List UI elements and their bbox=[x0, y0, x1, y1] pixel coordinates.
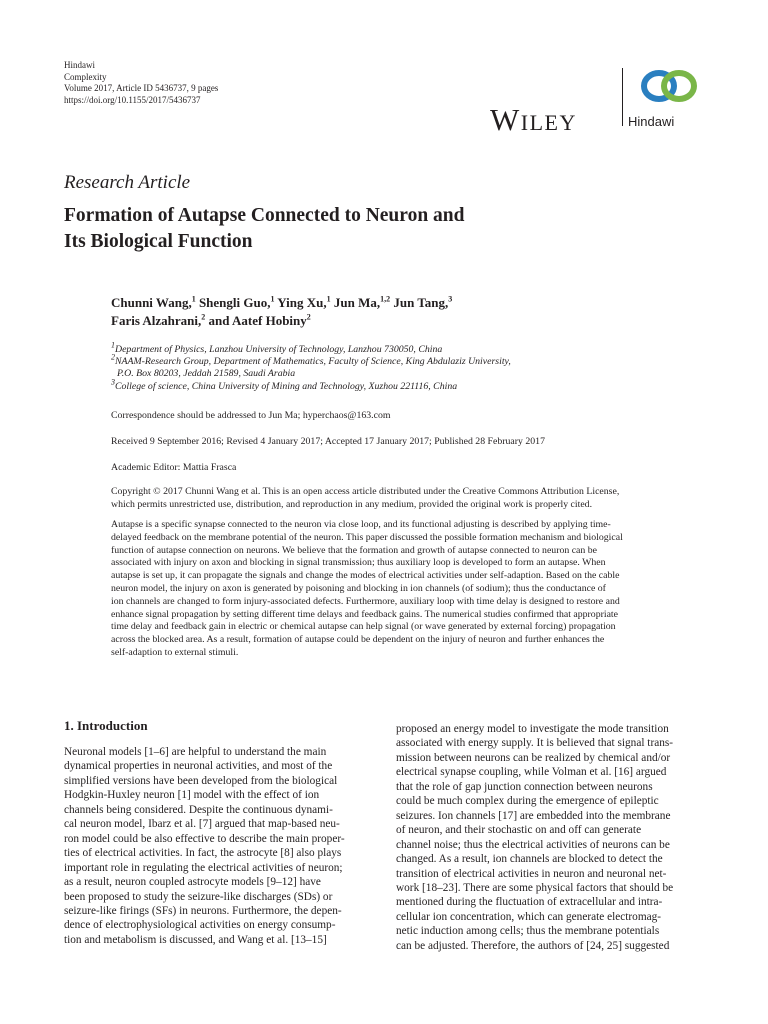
abstract-line: function of autapse connection on neurons. We believe that the formation and growth of autapse connected to neuron can be bbox=[111, 544, 597, 556]
correspondence: Correspondence should be addressed to Jun Ma; hyperchaos@163.com bbox=[111, 410, 391, 421]
body-line: cal neuron model, Ibarz et al. [7] argued that map-based neu- bbox=[64, 818, 340, 831]
affiliation-marker: 1 bbox=[191, 294, 196, 304]
author-name: Chunni Wang, bbox=[111, 295, 192, 310]
affiliation-marker: 1 bbox=[270, 294, 275, 304]
affiliation-text: NAAM-Research Group, Department of Mathematics, Faculty of Science, King Abdulaziz University, bbox=[115, 356, 511, 368]
abstract-line: enhance signal propagation by setting different time delays and feedback gains. The numerical studies confirmed that appropriate bbox=[111, 608, 618, 620]
affiliation-text: Department of Physics, Lanzhou University of Technology, Lanzhou 730050, China bbox=[115, 344, 443, 355]
title-line: Formation of Autapse Connected to Neuron and bbox=[64, 205, 465, 226]
author-line bbox=[111, 294, 711, 312]
abstract-line: self-adaption to external stimuli. bbox=[111, 646, 239, 658]
affiliation-marker: 3 bbox=[448, 294, 453, 304]
hindawi-wordmark: Hindawi bbox=[628, 114, 675, 129]
body-line: work [18–23]. There are some physical factors that should be bbox=[396, 881, 674, 894]
wiley-logo: WILEY bbox=[490, 102, 577, 137]
copyright-notice bbox=[111, 485, 711, 511]
body-column-right bbox=[396, 722, 706, 953]
article-title bbox=[64, 203, 684, 255]
journal-metadata bbox=[64, 60, 218, 106]
publisher-name: Hindawi bbox=[64, 60, 95, 70]
body-line: electrical synapse coupling, while Volman et al. [16] argued bbox=[396, 766, 667, 779]
body-line: dynamical properties in neuronal activities, and most of the bbox=[64, 760, 333, 773]
author-name: Shengli Guo, bbox=[195, 295, 271, 310]
affiliations bbox=[111, 340, 711, 393]
author-list bbox=[111, 294, 711, 330]
doi-link[interactable]: https://doi.org/10.1155/2017/5436737 bbox=[64, 94, 201, 105]
body-line: transition of electrical activities in neuron and neuronal net- bbox=[396, 867, 667, 880]
body-line: important role in regulating the electrical activities of neuron; bbox=[64, 861, 343, 874]
author-name: Jun Tang, bbox=[390, 295, 449, 310]
affiliation-marker: 1,2 bbox=[380, 294, 391, 304]
affiliation-marker: 2 bbox=[201, 312, 206, 322]
abstract-line: time delay and feedback gain in electric or chemical autapse can help signal (or wave generated by external forcing) propagation bbox=[111, 621, 616, 633]
body-line: dence of electrophysiological activities on energy consump- bbox=[64, 919, 336, 932]
author-name: Jun Ma, bbox=[330, 295, 381, 310]
body-line: associated with energy supply. It is believed that signal trans- bbox=[396, 737, 674, 750]
publisher-logos bbox=[490, 62, 710, 137]
body-line: channels being considered. Despite the continuous dynami- bbox=[64, 803, 333, 816]
journal-name: Complexity bbox=[64, 71, 107, 82]
body-line: simplified versions have been developed from the biological bbox=[64, 774, 338, 787]
body-line: channel noise; thus the electrical activities of neurons can be bbox=[396, 838, 670, 851]
affiliation bbox=[111, 352, 711, 368]
body-line: Hodgkin-Huxley neuron [1] model with the effect of ion bbox=[64, 789, 320, 802]
received-dates: Received 9 September 2016; Revised 4 January 2017; Accepted 17 January 2017; Published 28 February 2017 bbox=[111, 436, 545, 447]
abstract-line: ion channels are changed to form injury-associated defects. Furthermore, auxiliary loop with time delay is designed to restore and bbox=[111, 595, 620, 607]
body-line: cellular ion concentration, which can generate electromag- bbox=[396, 910, 662, 923]
body-line: seizures. Ion channels [17] are embedded into the membrane bbox=[396, 809, 671, 822]
abstract-line: autapse is set up, it can propagate the signals and change the modes of electrical activities under self-adaption. Based on the cable bbox=[111, 570, 620, 582]
affiliation-marker: 3 bbox=[111, 377, 115, 387]
abstract-line: across the blocked area. As a result, formation of autapse could be dependent on the injury of neuron and further enhances the bbox=[111, 634, 605, 646]
affiliation bbox=[111, 377, 711, 393]
affiliation-marker: 2 bbox=[306, 312, 311, 322]
copyright-line: which permits unrestricted use, distribution, and reproduction in any medium, provided the original work is properly cited. bbox=[111, 499, 593, 510]
body-line: been proposed to study the seizure-like discharges (SDs) or bbox=[64, 890, 333, 903]
affiliation-marker: 2 bbox=[111, 352, 115, 362]
body-line: as a result, neuron coupled astrocyte models [9–12] have bbox=[64, 876, 321, 889]
section-heading: 1. Introduction bbox=[64, 718, 148, 733]
body-line: that the role of gap junction connection between neurons bbox=[396, 780, 653, 793]
article-type: Research Article bbox=[64, 172, 191, 193]
author-name: Ying Xu, bbox=[274, 295, 327, 310]
abstract-line: associated with injury on axon and blocking in signal transmission; thus auxiliary loop is developed to form an autapse. When bbox=[111, 557, 606, 569]
author-line bbox=[111, 312, 711, 330]
author-name: Faris Alzahrani, bbox=[111, 313, 202, 328]
affiliation-marker: 1 bbox=[111, 340, 115, 350]
author-name: and Aatef Hobiny bbox=[205, 313, 307, 328]
abstract bbox=[111, 519, 711, 660]
copyright-line: Copyright © 2017 Chunni Wang et al. This is an open access article distributed under the Creative Commons Attribution License, bbox=[111, 486, 620, 497]
affiliation-continuation: P.O. Box 80203, Jeddah 21589, Saudi Arabia bbox=[117, 368, 296, 380]
body-line: netic induction among cells; thus the membrane potentials bbox=[396, 925, 660, 938]
affiliation bbox=[111, 340, 711, 356]
abstract-line: neuron model, the injury on axon is generated by poisoning and blocking in ion channels (of sodium); thus the conductance of bbox=[111, 582, 606, 594]
body-line: proposed an energy model to investigate the mode transition bbox=[396, 723, 669, 735]
affiliation-text: College of science, China University of Mining and Technology, Xuzhou 221116, China bbox=[115, 380, 458, 392]
body-line: Neuronal models [1–6] are helpful to understand the main bbox=[64, 746, 327, 758]
body-line: can be adjusted. Therefore, the authors of [24, 25] suggested bbox=[396, 939, 670, 952]
body-line: mentioned during the fluctuation of extracellular and intra- bbox=[396, 896, 663, 909]
academic-editor: Academic Editor: Mattia Frasca bbox=[111, 462, 237, 473]
body-line: ties of electrical activities. In fact, the astrocyte [8] also plays bbox=[64, 847, 342, 860]
body-line: could be much complex during the emergence of epileptic bbox=[396, 795, 659, 808]
body-line: changed. As a result, ion channels are blocked to detect the bbox=[396, 853, 663, 866]
body-column-left bbox=[64, 745, 374, 947]
abstract-line: Autapse is a specific synapse connected to the neuron via close loop, and its functional adjusting is described by applying time- bbox=[111, 519, 611, 530]
body-line: seizure-like firings (SFs) in neurons. Furthermore, the depen- bbox=[64, 904, 342, 917]
body-line: mission between neurons can be realized by chemical and/or bbox=[396, 751, 671, 764]
body-line: ron model could be also effective to describe the main proper- bbox=[64, 832, 345, 845]
body-line: tion and metabolism is discussed, and Wang et al. [13–15] bbox=[64, 933, 327, 946]
volume-info: Volume 2017, Article ID 5436737, 9 pages bbox=[64, 83, 219, 93]
logo-divider bbox=[622, 68, 623, 126]
abstract-line: delayed feedback on the membrane potential of the neuron. This paper discussed the possible formation mechanism and biological bbox=[111, 531, 623, 543]
affiliation-marker: 1 bbox=[326, 294, 331, 304]
title-line: Its Biological Function bbox=[64, 231, 253, 252]
body-line: of neuron, and their stochastic on and off can generate bbox=[396, 824, 642, 837]
